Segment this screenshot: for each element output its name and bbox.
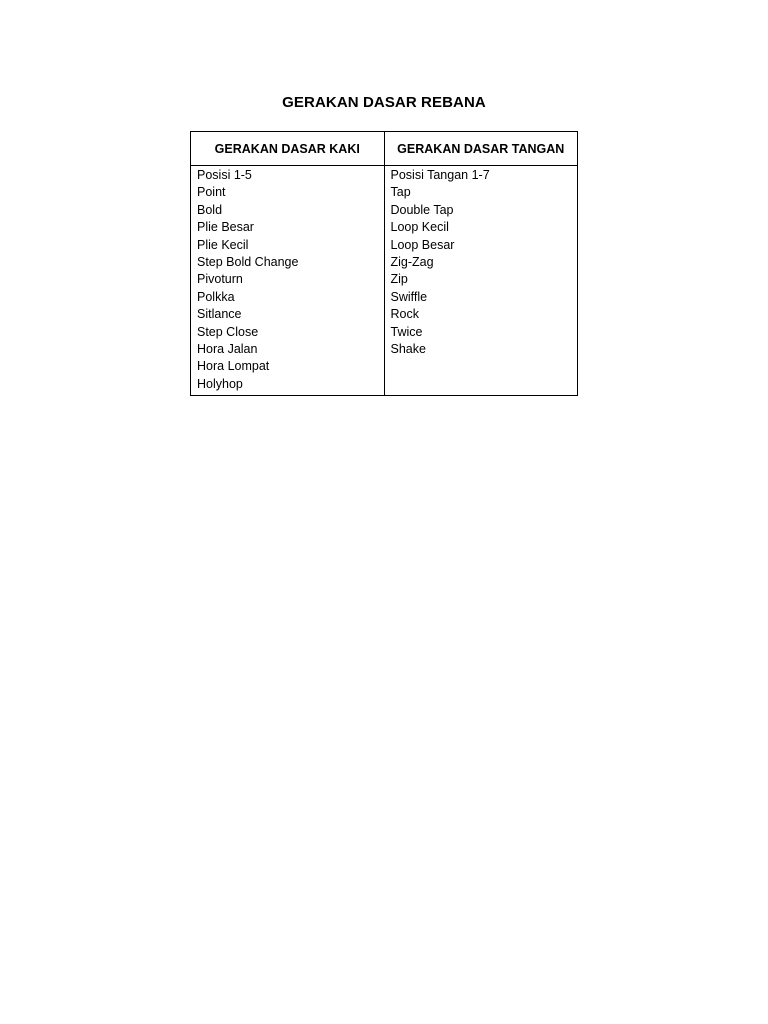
list-item: Hora Jalan	[197, 341, 258, 356]
list-item: Rock	[390, 307, 419, 322]
table-row	[191, 166, 578, 396]
list-item: Step Close	[197, 324, 259, 339]
list-item: Zig-Zag	[390, 254, 434, 269]
list-item: Loop Kecil	[390, 220, 449, 235]
list-item: Posisi 1-5	[197, 168, 252, 182]
list-item: Bold	[197, 202, 223, 217]
list-item: Shake	[390, 341, 426, 356]
header-tangan: GERAKAN DASAR TANGAN	[384, 132, 578, 166]
list-item: Polkka	[197, 289, 235, 304]
list-item: Tap	[390, 185, 411, 200]
header-kaki: GERAKAN DASAR KAKI	[191, 132, 385, 166]
list-item: Swiffle	[390, 289, 428, 304]
page-title: GERAKAN DASAR REBANA	[282, 94, 486, 111]
list-item: Posisi Tangan 1-7	[390, 168, 490, 182]
table-header-row	[191, 132, 578, 166]
list-item: Loop Besar	[390, 237, 455, 252]
tangan-moves-cell	[384, 166, 578, 396]
kaki-moves-cell	[191, 166, 385, 396]
list-item: Sitlance	[197, 307, 242, 322]
list-item: Step Bold Change	[197, 254, 299, 269]
list-item: Plie Besar	[197, 220, 254, 235]
list-item: Hora Lompat	[197, 359, 270, 374]
list-item: Point	[197, 185, 226, 200]
list-item: Plie Kecil	[197, 237, 249, 252]
list-item: Twice	[390, 324, 423, 339]
list-item: Holyhop	[197, 376, 243, 391]
list-item: Pivoturn	[197, 272, 243, 287]
list-item: Zip	[390, 272, 408, 287]
list-item: Double Tap	[390, 202, 454, 217]
moves-table	[190, 131, 578, 396]
